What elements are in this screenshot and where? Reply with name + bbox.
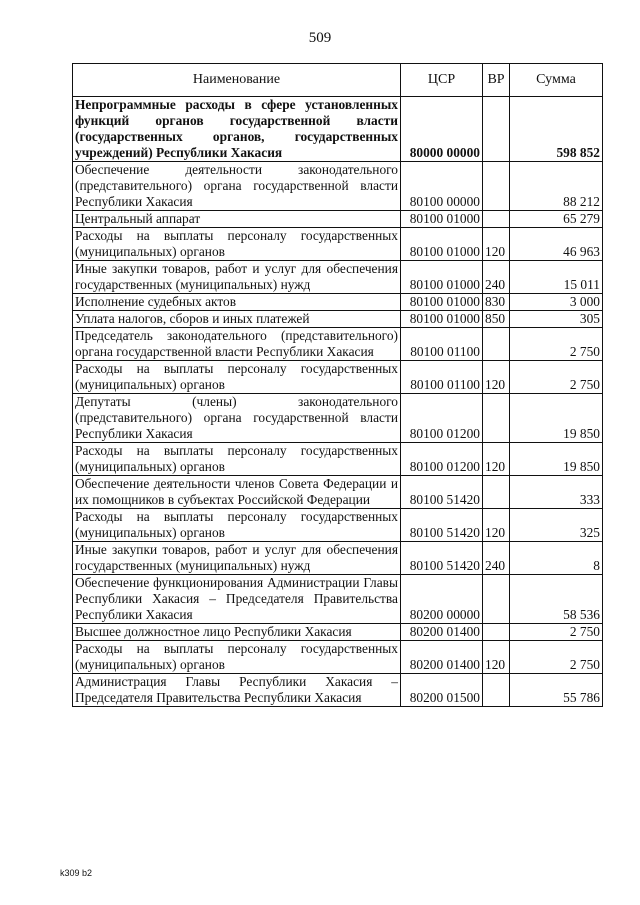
budget-table xyxy=(72,63,603,707)
row-sum-cell: 2 750 xyxy=(510,624,603,641)
row-vr-cell xyxy=(483,624,510,641)
row-sum-cell: 2 750 xyxy=(510,641,603,674)
row-code-cell: 80200 00000 xyxy=(401,575,483,624)
row-name-cell: Обеспечение функционирования Администрации Главы Республики Хакасия – Председателя Правительства Республики Хакасия xyxy=(73,575,401,624)
row-sum-cell: 19 850 xyxy=(510,443,603,476)
row-vr-cell: 120 xyxy=(483,443,510,476)
table-row xyxy=(73,443,603,476)
row-code-cell: 80200 01500 xyxy=(401,674,483,707)
row-vr-cell: 850 xyxy=(483,311,510,328)
row-vr-cell xyxy=(483,394,510,443)
table-row xyxy=(73,509,603,542)
table-header-row xyxy=(73,64,603,97)
row-sum-cell: 46 963 xyxy=(510,228,603,261)
table-row xyxy=(73,97,603,162)
row-name-cell: Непрограммные расходы в сфере установленных функций органов государственной власти (государственных органов, государственных учреждений) Республики Хакасия xyxy=(73,97,401,162)
row-code-cell: 80100 01000 xyxy=(401,211,483,228)
header-vr: ВР xyxy=(483,64,510,97)
row-code-cell: 80100 01000 xyxy=(401,311,483,328)
row-name-cell: Обеспечение деятельности законодательного (представительного) органа государственной власти Республики Хакасия xyxy=(73,162,401,211)
row-code-cell: 80100 01100 xyxy=(401,361,483,394)
row-vr-cell: 240 xyxy=(483,261,510,294)
row-name-cell: Администрация Главы Республики Хакасия – Председателя Правительства Республики Хакасия xyxy=(73,674,401,707)
table-row xyxy=(73,294,603,311)
row-code-cell: 80100 01000 xyxy=(401,261,483,294)
table-row xyxy=(73,476,603,509)
row-name-cell: Расходы на выплаты персоналу государственных (муниципальных) органов xyxy=(73,641,401,674)
row-code-cell: 80100 01000 xyxy=(401,228,483,261)
row-code-cell: 80100 00000 xyxy=(401,162,483,211)
row-sum-cell: 333 xyxy=(510,476,603,509)
table-row xyxy=(73,311,603,328)
row-sum-cell: 3 000 xyxy=(510,294,603,311)
row-sum-cell: 65 279 xyxy=(510,211,603,228)
row-sum-cell: 2 750 xyxy=(510,361,603,394)
row-vr-cell xyxy=(483,575,510,624)
row-sum-cell: 58 536 xyxy=(510,575,603,624)
row-code-cell: 80200 01400 xyxy=(401,624,483,641)
row-vr-cell: 830 xyxy=(483,294,510,311)
row-vr-cell: 120 xyxy=(483,509,510,542)
row-name-cell: Расходы на выплаты персоналу государственных (муниципальных) органов xyxy=(73,361,401,394)
table-row xyxy=(73,624,603,641)
row-name-cell: Расходы на выплаты персоналу государственных (муниципальных) органов xyxy=(73,509,401,542)
row-sum-cell: 8 xyxy=(510,542,603,575)
header-sum: Сумма xyxy=(510,64,603,97)
footer-doc-code: k309 b2 xyxy=(60,868,93,878)
row-name-cell: Расходы на выплаты персоналу государственных (муниципальных) органов xyxy=(73,443,401,476)
row-name-cell: Иные закупки товаров, работ и услуг для обеспечения государственных (муниципальных) нужд xyxy=(73,542,401,575)
header-name: Наименование xyxy=(73,64,401,97)
row-sum-cell: 598 852 xyxy=(510,97,603,162)
row-name-cell: Иные закупки товаров, работ и услуг для обеспечения государственных (муниципальных) нужд xyxy=(73,261,401,294)
row-sum-cell: 19 850 xyxy=(510,394,603,443)
row-code-cell: 80100 01100 xyxy=(401,328,483,361)
row-vr-cell xyxy=(483,674,510,707)
row-vr-cell xyxy=(483,328,510,361)
row-vr-cell: 120 xyxy=(483,228,510,261)
row-sum-cell: 325 xyxy=(510,509,603,542)
row-sum-cell: 305 xyxy=(510,311,603,328)
row-sum-cell: 55 786 xyxy=(510,674,603,707)
row-sum-cell: 88 212 xyxy=(510,162,603,211)
row-vr-cell: 120 xyxy=(483,641,510,674)
row-code-cell: 80100 51420 xyxy=(401,509,483,542)
row-sum-cell: 2 750 xyxy=(510,328,603,361)
row-code-cell: 80100 51420 xyxy=(401,542,483,575)
table-row xyxy=(73,674,603,707)
table-row xyxy=(73,261,603,294)
row-vr-cell xyxy=(483,97,510,162)
row-vr-cell xyxy=(483,211,510,228)
header-code: ЦСР xyxy=(401,64,483,97)
table-row xyxy=(73,211,603,228)
row-vr-cell xyxy=(483,476,510,509)
row-name-cell: Центральный аппарат xyxy=(73,211,401,228)
row-code-cell: 80100 51420 xyxy=(401,476,483,509)
row-vr-cell: 120 xyxy=(483,361,510,394)
row-name-cell: Расходы на выплаты персоналу государственных (муниципальных) органов xyxy=(73,228,401,261)
row-name-cell: Обеспечение деятельности членов Совета Федерации и их помощников в субъектах Российской Федерации xyxy=(73,476,401,509)
row-name-cell: Уплата налогов, сборов и иных платежей xyxy=(73,311,401,328)
page-number: 509 xyxy=(308,30,332,46)
table-row xyxy=(73,328,603,361)
row-code-cell: 80100 01200 xyxy=(401,394,483,443)
table-row xyxy=(73,394,603,443)
row-sum-cell: 15 011 xyxy=(510,261,603,294)
table-row xyxy=(73,542,603,575)
table-row xyxy=(73,162,603,211)
table-row xyxy=(73,361,603,394)
row-vr-cell: 240 xyxy=(483,542,510,575)
row-code-cell: 80100 01000 xyxy=(401,294,483,311)
row-code-cell: 80000 00000 xyxy=(401,97,483,162)
row-name-cell: Депутаты (члены) законодательного (представительного) органа государственной власти Республики Хакасия xyxy=(73,394,401,443)
row-name-cell: Председатель законодательного (представительного) органа государственной власти Республики Хакасия xyxy=(73,328,401,361)
row-vr-cell xyxy=(483,162,510,211)
table-row xyxy=(73,641,603,674)
row-name-cell: Высшее должностное лицо Республики Хакасия xyxy=(73,624,401,641)
row-code-cell: 80100 01200 xyxy=(401,443,483,476)
table-body xyxy=(73,97,603,707)
table-row xyxy=(73,228,603,261)
table-row xyxy=(73,575,603,624)
row-name-cell: Исполнение судебных актов xyxy=(73,294,401,311)
row-code-cell: 80200 01400 xyxy=(401,641,483,674)
